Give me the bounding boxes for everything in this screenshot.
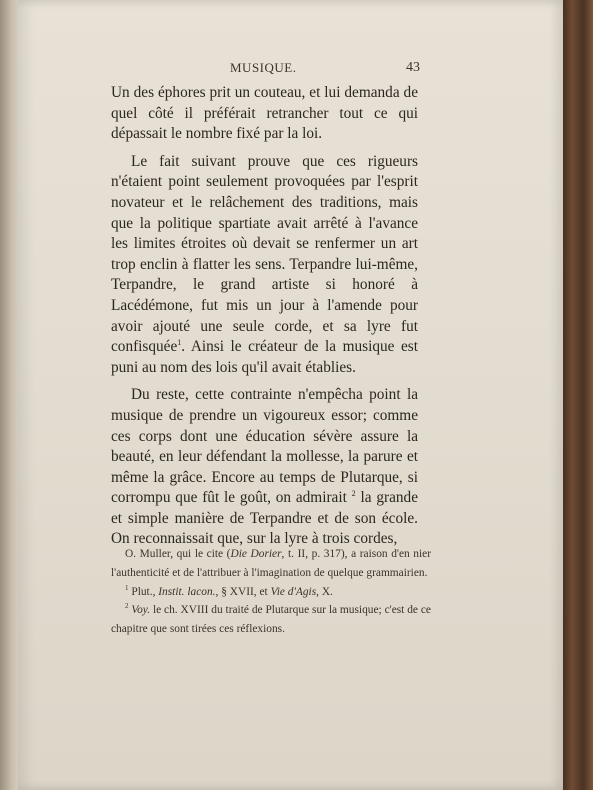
footnote-2-mark: 2 — [125, 602, 129, 611]
footnote-2 — [111, 601, 431, 639]
footnote-1-title: Instit. lacon. — [158, 585, 216, 598]
paragraph-2 — [111, 152, 418, 379]
footnote-1-title2: Vie d'Agis — [270, 585, 317, 598]
body-text — [111, 83, 418, 557]
paragraph-3-tail: la grande et simple manière de Terpandre et de son école. On reconnaissait que, sur la lyre à trois cordes, — [111, 489, 418, 548]
footnote-ref-1: 1 — [177, 338, 182, 348]
page-gutter — [0, 0, 20, 790]
footnote-2-b: le ch. XVIII du traité de Plutarque sur la musique; c'est de ce chapitre que sont tirées ces réflexions. — [111, 604, 431, 636]
wood-surface — [561, 0, 593, 790]
footnote-0 — [111, 545, 431, 583]
footnote-2-voy: Voy. — [131, 604, 151, 617]
running-title: MUSIQUE. — [230, 60, 297, 75]
footnote-1-mark: 1 — [125, 583, 129, 592]
paragraph-2-text: Le fait suivant prouve que ces rigueurs n'étaient point seulement provoquées par l'esprit novateur et le relâchement des traditions, mais que la politique spartiate avait arrêté à l'avance les limites étroites où devait se renfermer un art trop enclin à flatter les sens. Terpandre lui-même, Terpandre, le grand artiste si honoré à Lacédémone, fut mis un jour à l'amende pour avoir ajouté une seule corde, et sa lyre fut confisquée — [111, 152, 418, 356]
footnote-0-b: , t. II, p. 317), a raison d'en nier l'authenticité et de l'attribuer à l'imagination de quelque grammairien. — [111, 548, 432, 579]
footnotes — [111, 545, 431, 639]
paragraph-3-text: Du reste, cette contrainte n'empêcha point la musique de prendre un vigoureux essor; comme ces corps dont une éducation sévère assure la beauté, en leur défendant la mollesse, la parure et même la grâce. Encore au temps de Plutarque, si corrompu que fût le goût, on admirait — [111, 386, 418, 507]
book-page — [18, 0, 563, 790]
footnote-0-a: O. Muller, qui le cite ( — [125, 548, 231, 560]
paragraph-3 — [111, 385, 418, 550]
footnote-ref-2: 2 — [351, 489, 356, 499]
paragraph-2-tail: . Ainsi le créateur de la musique est puni au nom des lois qu'il avait établies. — [111, 338, 418, 376]
paragraph-1 — [111, 83, 418, 145]
page-number: 43 — [406, 60, 420, 75]
footnote-1 — [111, 583, 431, 602]
footnote-1-c: , X. — [316, 585, 333, 598]
footnote-1-a: Plut., — [131, 585, 159, 598]
footnote-1-b: , § XVII, et — [215, 585, 271, 598]
footnote-0-title: Die Dorier — [230, 548, 282, 560]
paragraph-1-text: Un des éphores prit un couteau, et lui demanda de quel côté il préférait retrancher tout ce qui dépassait le nombre fixé par la loi. — [111, 84, 418, 143]
